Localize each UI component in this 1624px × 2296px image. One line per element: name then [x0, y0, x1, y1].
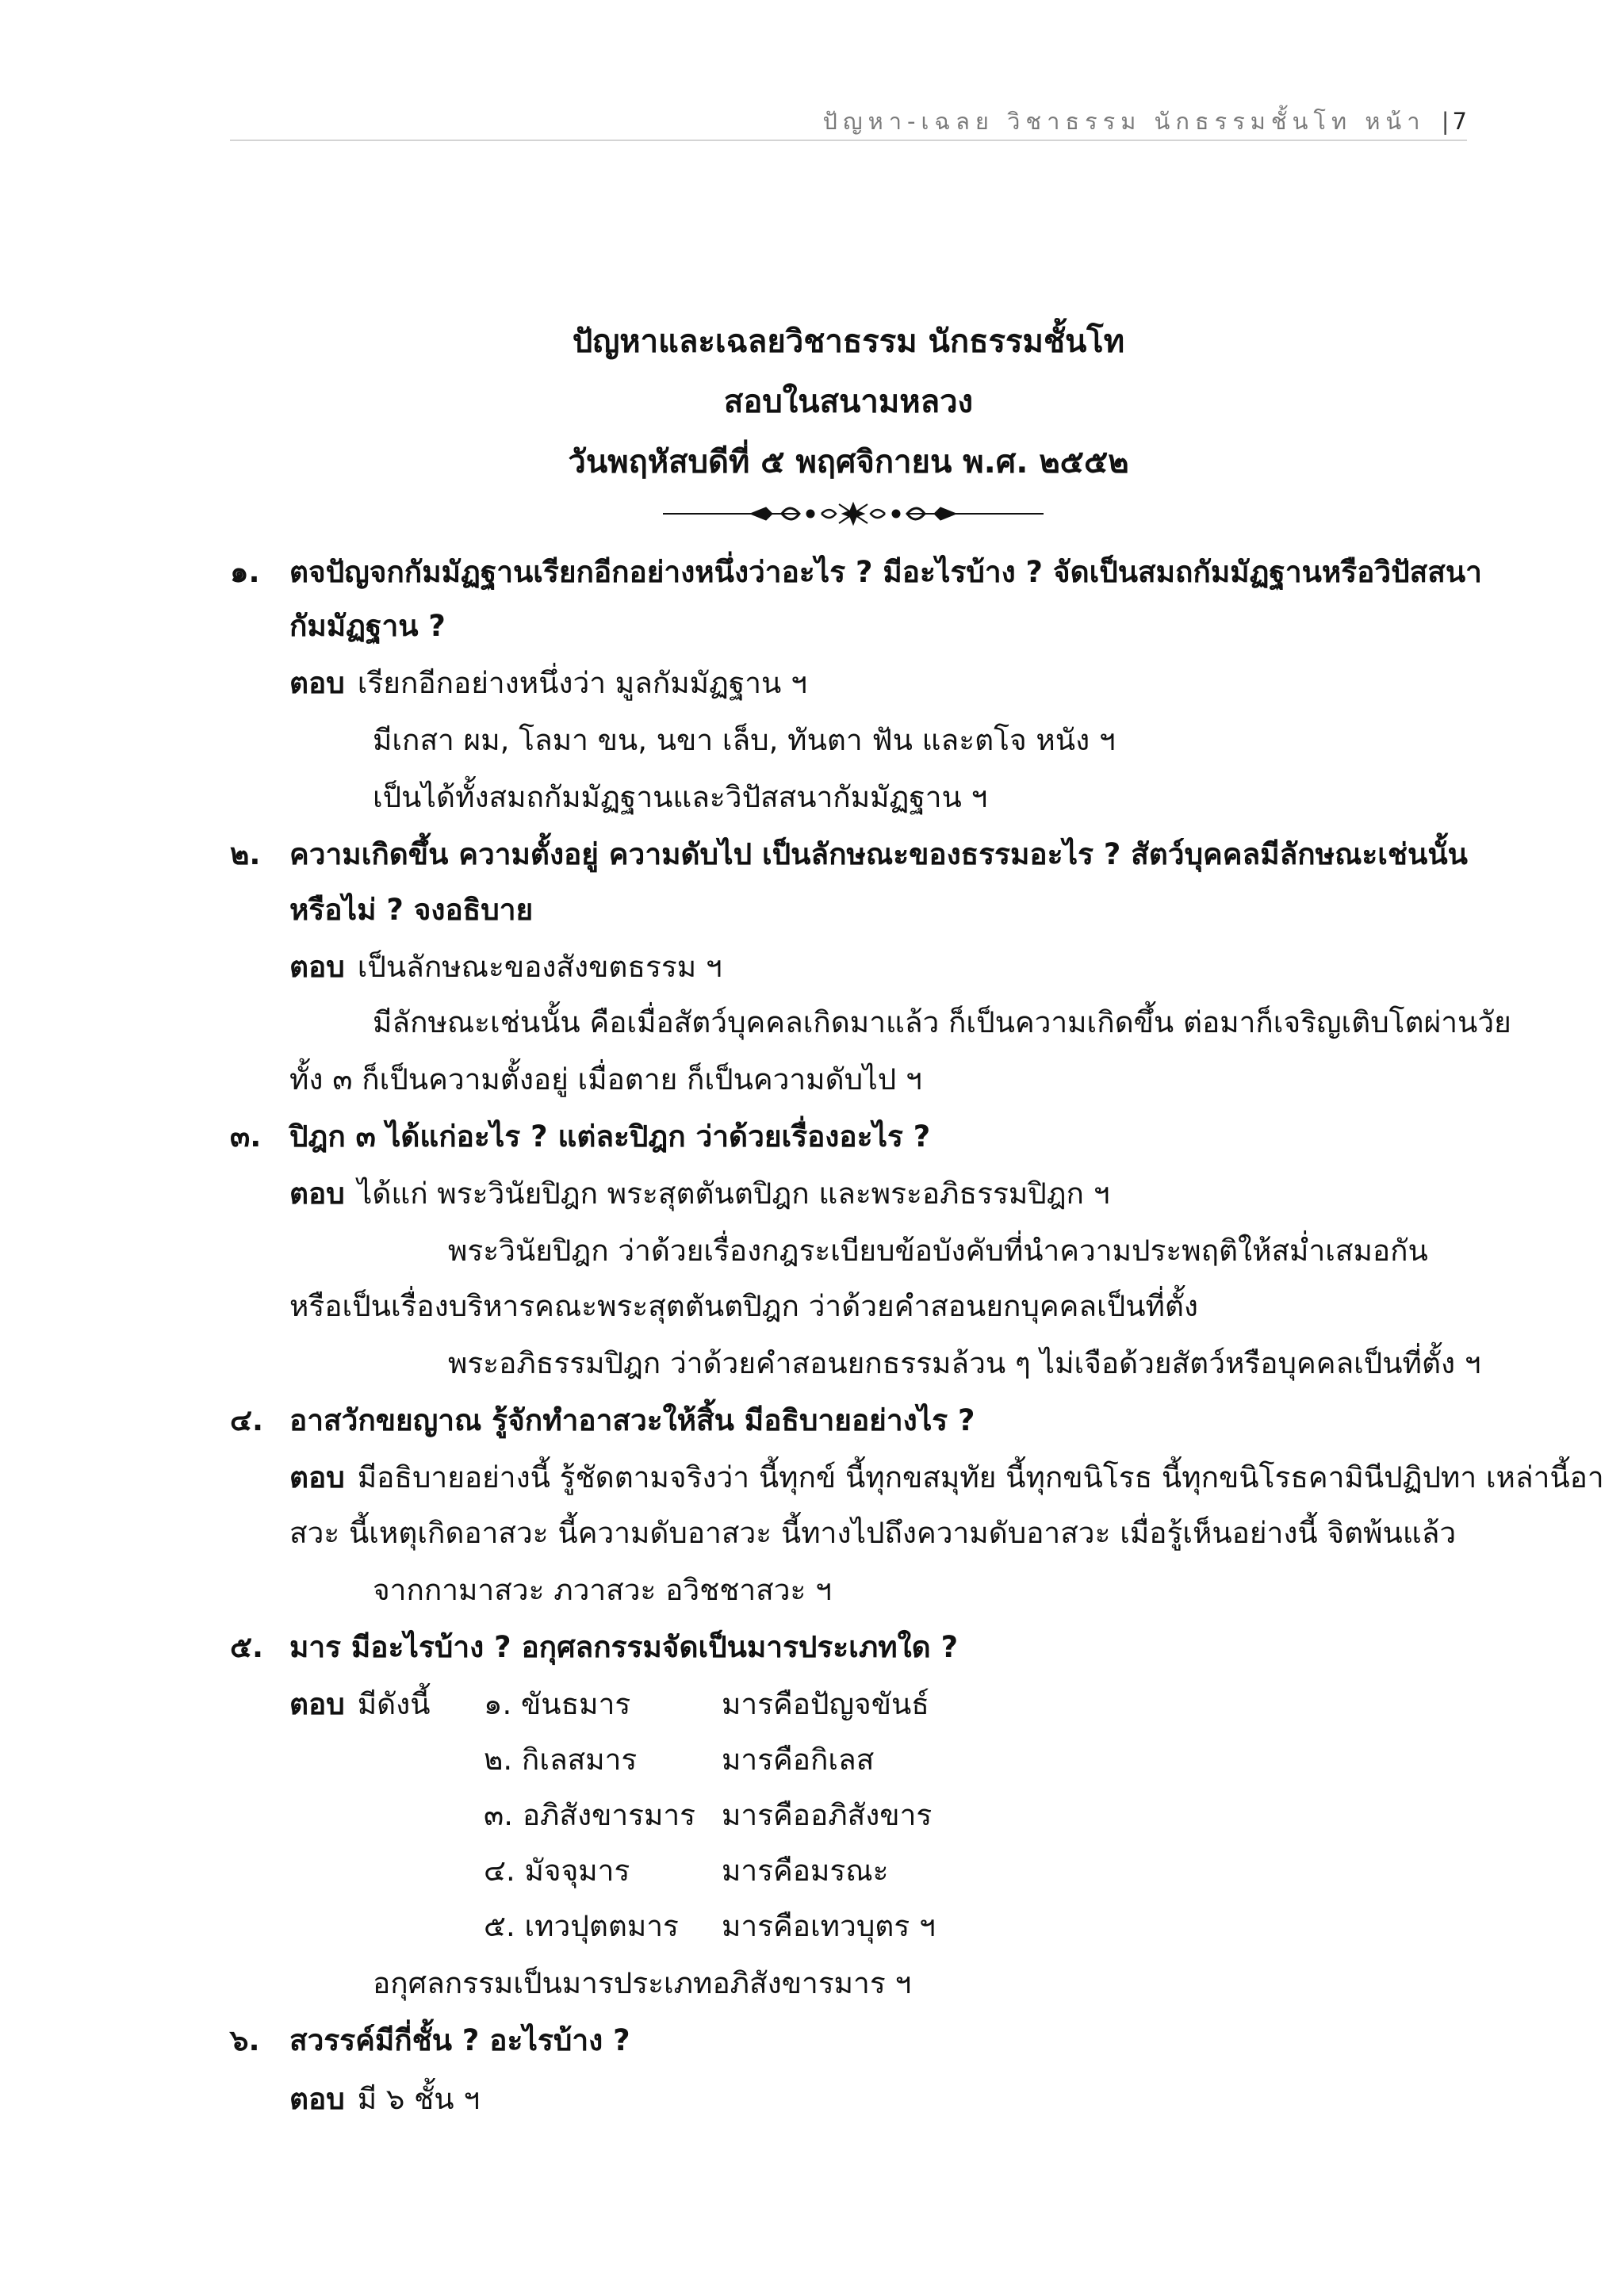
exam-date: วันพฤหัสบดีที่ ๕ พฤศจิกายน พ.ศ. ๒๕๕๒ [568, 444, 1129, 480]
answer-1-line-1: ตอบ เรียกอีกอย่างหนึ่งว่า มูลกัมมัฏฐาน ฯ [289, 666, 807, 700]
mara-desc: มารคืออภิสังขาร [722, 1798, 933, 1832]
question-2-text-line-2: หรือไม่ ? จงอธิบาย [289, 893, 534, 927]
answer-1-line-2: มีเกสา ผม, โลมา ขน, นขา เล็บ, ทันตา ฟัน และตโจ หนัง ฯ [373, 723, 1116, 757]
mara-item [484, 1908, 936, 1946]
question-1-text-line-1: ตจปัญจกกัมมัฏฐานเรียกอีกอย่างหนึ่งว่าอะไร ? มีอะไรบ้าง ? จัดเป็นสมถกัมมัฏฐานหรือวิปัสสนา [289, 555, 1482, 589]
answer-3-line-2: พระวินัยปิฎก ว่าด้วยเรื่องกฎระเบียบข้อบังคับที่นำความประพฤติให้สม่ำเสมอกัน [448, 1234, 1428, 1268]
ornament-divider [663, 498, 1044, 530]
answer-4-line-3: จากกามาสวะ ภวาสวะ อวิชชาสวะ ฯ [373, 1573, 832, 1607]
question-2-text-line-1: ความเกิดขึ้น ความตั้งอยู่ ความดับไป เป็นลักษณะของธรรมอะไร ? สัตว์บุคคลมีลักษณะเช่นนั้น [289, 837, 1468, 871]
mara-name: ๒. กิเลสมาร [484, 1743, 638, 1777]
answer-label: ตอบ [289, 666, 345, 700]
document-subtitle: สอบในสนามหลวง [723, 384, 974, 420]
mara-desc: มารคือปัญจขันธ์ [722, 1687, 929, 1721]
question-3-number: ๓. [230, 1119, 262, 1154]
answer-2-line-2: มีลักษณะเช่นนั้น คือเมื่อสัตว์บุคคลเกิดมาแล้ว ก็เป็นความเกิดขึ้น ต่อมาก็เจริญเติบโตผ่านวัย [373, 1005, 1511, 1039]
mara-item [484, 1797, 932, 1835]
question-4-number: ๔. [230, 1403, 264, 1437]
question-1-text-line-2: กัมมัฏฐาน ? [289, 609, 446, 643]
answer-label: ตอบ [289, 1460, 345, 1494]
mara-desc: มารคือกิเลส [722, 1743, 875, 1777]
question-6-text-line-1: สวรรค์มีกี่ชั้น ? อะไรบ้าง ? [289, 2023, 630, 2057]
answer-6-line-1: ตอบ มี ๖ ชั้น ฯ [289, 2082, 481, 2116]
answer-4-line-2: สวะ นี้เหตุเกิดอาสวะ นี้ความดับอาสวะ นี้ทางไปถึงความดับอาสวะ เมื่อรู้เห็นอย่างนี้ จิตพ้นแล้ว [289, 1516, 1457, 1550]
question-5-text-line-1: มาร มีอะไรบ้าง ? อกุศลกรรมจัดเป็นมารประเภทใด ? [289, 1630, 959, 1664]
answer-2-line-3: ทั้ง ๓ ก็เป็นความตั้งอยู่ เมื่อตาย ก็เป็นความดับไป ฯ [289, 1062, 922, 1096]
header-rule [230, 140, 1467, 141]
answer-5-last: อกุศลกรรมเป็นมารประเภทอภิสังขารมาร ฯ [373, 1966, 912, 2000]
question-5-number: ๕. [230, 1630, 264, 1664]
answer-label: ตอบ [289, 2082, 345, 2116]
mara-name: ๕. เทวปุตตมาร [484, 1909, 679, 1943]
document-title: ปัญหาและเฉลยวิชาธรรม นักธรรมชั้นโท [572, 323, 1125, 360]
answer-label: ตอบ [289, 950, 345, 984]
question-1-number: ๑. [230, 555, 260, 589]
question-4-text-line-1: อาสวักขยญาณ รู้จักทำอาสวะให้สิ้น มีอธิบายอย่างไร ? [289, 1403, 975, 1437]
answer-4-line-1: ตอบ มีอธิบายอย่างนี้ รู้ชัดตามจริงว่า นี้ทุกข์ นี้ทุกขสมุทัย นี้ทุกขนิโรธ นี้ทุกขนิโรธคามินีปฏิปทา เหล่านี้อา [289, 1460, 1604, 1494]
page-number: 7 [1452, 108, 1467, 135]
answer-2-line-1: ตอบ เป็นลักษณะของสังขตธรรม ฯ [289, 950, 722, 984]
answer-5-intro: ตอบ มีดังนี้ [289, 1687, 431, 1721]
answer-label: ตอบ [289, 1177, 345, 1211]
mara-name: ๑. ขันธมาร [484, 1687, 631, 1721]
answer-3-line-4: พระอภิธรรมปิฎก ว่าด้วยคำสอนยกธรรมล้วน ๆ ไม่เจือด้วยสัตว์หรือบุคคลเป็นที่ตั้ง ฯ [448, 1346, 1481, 1380]
question-3-text-line-1: ปิฎก ๓ ได้แก่อะไร ? แต่ละปิฎก ว่าด้วยเรื่องอะไร ? [289, 1119, 931, 1154]
running-title: ปัญหา-เฉลย วิชาธรรม นักธรรมชั้นโท หน้า [822, 108, 1426, 135]
mara-item [484, 1852, 888, 1890]
mara-desc: มารคือเทวบุตร ฯ [722, 1909, 936, 1943]
answer-3-line-3: หรือเป็นเรื่องบริหารคณะพระสุตตันตปิฎก ว่าด้วยคำสอนยกบุคคลเป็นที่ตั้ง [289, 1289, 1198, 1323]
running-header [230, 103, 1467, 141]
answer-1-line-3: เป็นได้ทั้งสมถกัมมัฏฐานและวิปัสสนากัมมัฏฐาน ฯ [373, 780, 988, 814]
question-2-number: ๒. [230, 837, 261, 871]
mara-name: ๔. มัจจุมาร [484, 1854, 630, 1888]
mara-name: ๓. อภิสังขารมาร [484, 1798, 696, 1832]
mara-desc: มารคือมรณะ [722, 1854, 889, 1888]
header-separator: | [1441, 108, 1450, 135]
answer-3-line-1: ตอบ ได้แก่ พระวินัยปิฎก พระสุตตันตปิฎก และพระอภิธรรมปิฎก ฯ [289, 1177, 1110, 1211]
answer-label: ตอบ [289, 1687, 345, 1721]
mara-item [484, 1741, 874, 1779]
mara-item [484, 1686, 929, 1724]
question-6-number: ๖. [230, 2023, 260, 2057]
